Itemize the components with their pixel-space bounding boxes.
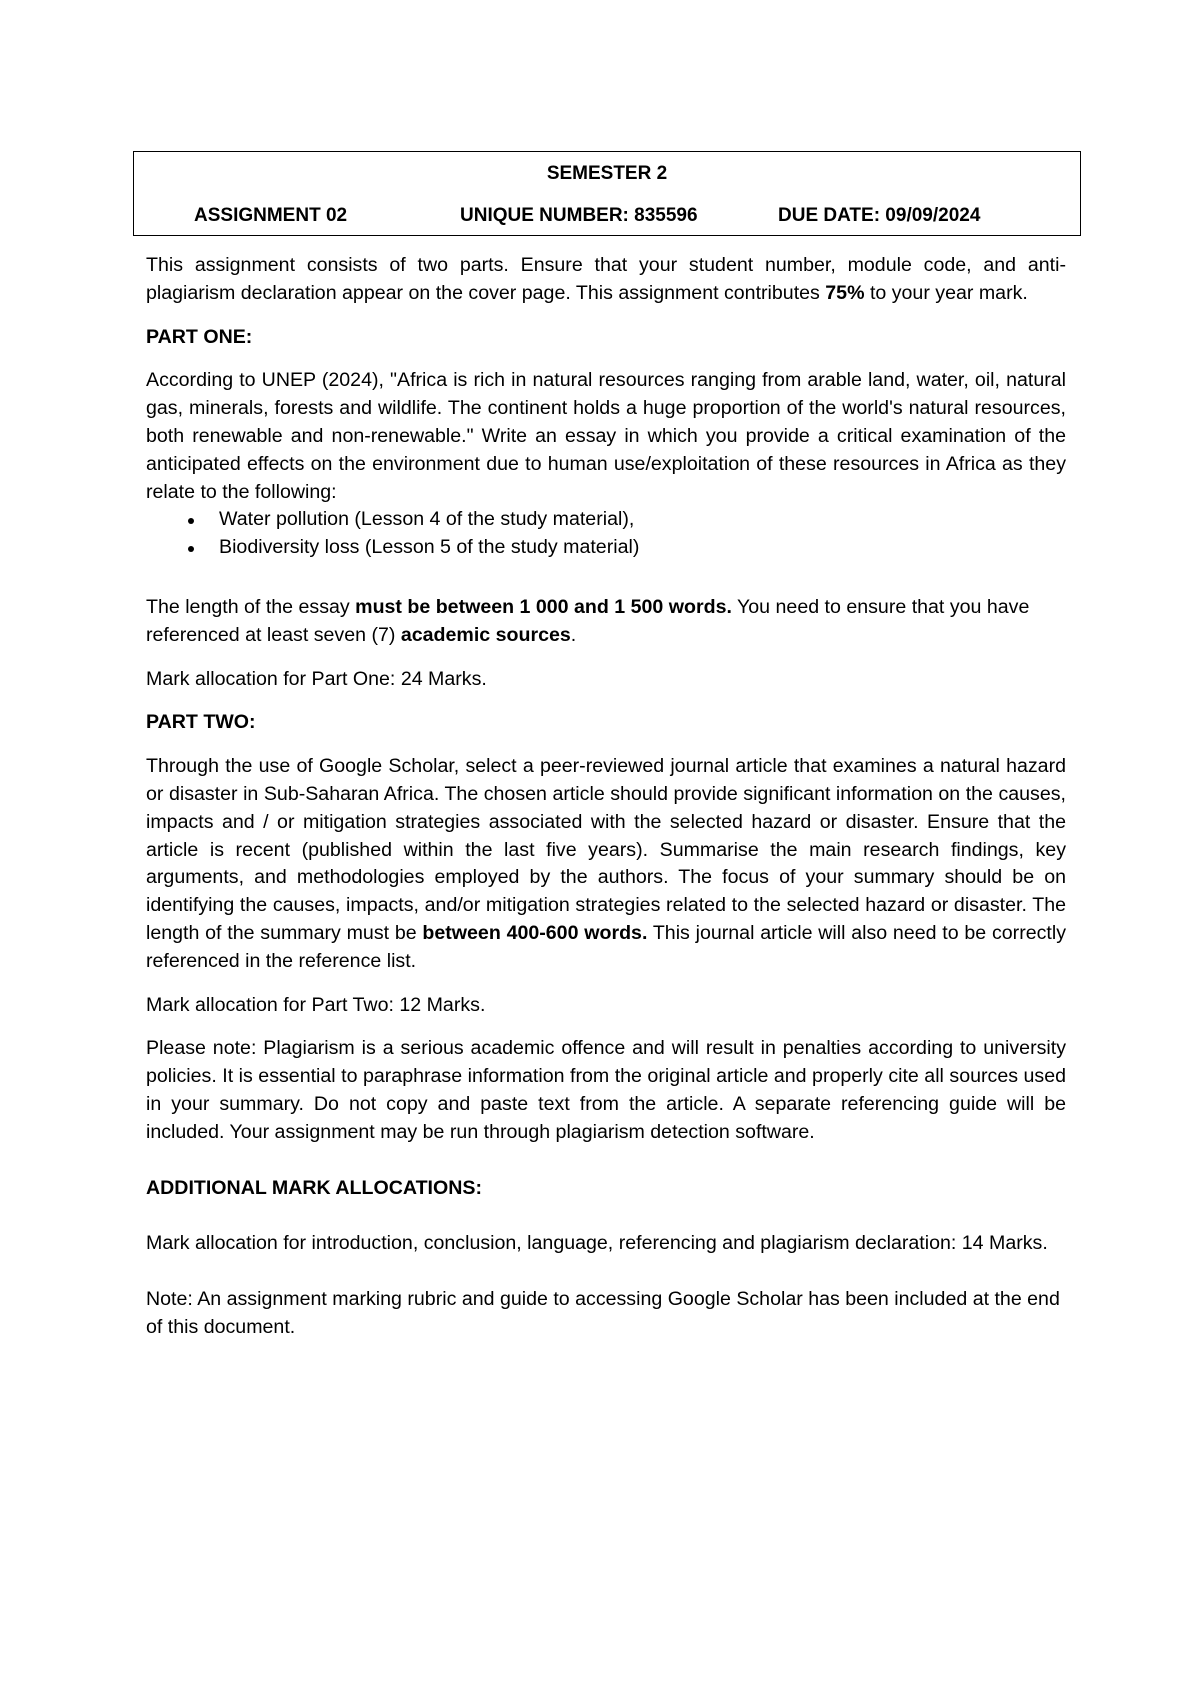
intro-weight: 75% (825, 281, 865, 304)
list-item (146, 506, 1066, 534)
plagiarism-note: Please note: Plagiarism is a serious academic offence and will result in penalties according to university policies. It is essential to paraphrase information from the original article and properly cite all sources used in your summary. Do not copy and paste text from the article. A separate referencing guide will be included. Your assignment may be run through plagiarism detection software. (146, 1037, 1066, 1143)
assignment-header-box (133, 151, 1081, 236)
additional-mark-allocation: Mark allocation for introduction, conclusion, language, referencing and plagiarism declaration: 14 Marks. (146, 1232, 1048, 1255)
part-two-text-end: This journal article will also need to be correctly referenced in the reference list. (146, 921, 1067, 972)
semester-label: SEMESTER 2 (546, 163, 668, 184)
length-text-end: . (570, 623, 577, 646)
length-sources: academic sources (400, 623, 571, 646)
header-info-row (134, 205, 1080, 231)
intro-text-end: to your year mark. (864, 281, 1028, 304)
part-two-heading-text: PART TWO: (146, 711, 256, 734)
part-one-length-requirement (146, 594, 1066, 650)
unique-number: UNIQUE NUMBER: 835596 (460, 205, 698, 226)
bullet-text: Water pollution (Lesson 4 of the study material), (219, 508, 635, 531)
assignment-number: ASSIGNMENT 02 (194, 205, 348, 226)
intro-text: This assignment consists of two parts. Ensure that your student number, module code, and anti-plagiarism declaration appear on the cover page. This assignment contributes (146, 254, 1066, 304)
part-two-heading (146, 709, 1066, 737)
part-two-text: Through the use of Google Scholar, select a peer-reviewed journal article that examines a natural hazard or disaster in Sub-Saharan Africa. The chosen article should provide significant information on the causes, impacts and / or mitigation strategies associated with the selected hazard or disaster. Ensure that the article is recent (published within the last five years). Summarise the main research findings, key arguments, and methodologies employed by the authors. The focus of your summary should be on identifying the causes, impacts, and/or mitigation strategies related to the selected hazard or disaster. The length of the summary must be (146, 755, 1066, 944)
additional-heading (146, 1175, 1066, 1203)
document-body (146, 252, 1066, 1342)
due-date: DUE DATE: 09/09/2024 (778, 205, 981, 226)
intro-paragraph (146, 252, 1066, 308)
part-one-bullet-list (146, 506, 1066, 562)
part-one-prompt: According to UNEP (2024), "Africa is rich in natural resources ranging from arable land, water, oil, natural gas, minerals, forests and wildlife. The continent holds a huge proportion of the world's natural resources, both renewable and non-renewable." Write an essay in which you provide a critical examination of the anticipated effects on the environment due to human use/exploitation of these resources in Africa as they relate to the following: (146, 369, 1066, 503)
part-two-word-range: between 400-600 words. (422, 921, 648, 944)
length-word-range: must be between 1 000 and 1 500 words. (355, 595, 732, 618)
bullet-icon (188, 546, 194, 552)
length-text: The length of the essay (146, 595, 356, 618)
part-one-heading (146, 324, 1066, 352)
list-item (146, 534, 1066, 562)
part-one-heading-text: PART ONE: (146, 325, 253, 348)
additional-heading-text: ADDITIONAL MARK ALLOCATIONS: (146, 1176, 482, 1199)
length-text-mid: You need to ensure that you have referenced at least seven (7) (146, 595, 1030, 646)
part-two-prompt (146, 753, 1066, 975)
bullet-text: Biodiversity loss (Lesson 5 of the study material) (219, 536, 640, 559)
part-one-mark-allocation: Mark allocation for Part One: 24 Marks. (146, 667, 487, 690)
part-two-mark-allocation: Mark allocation for Part Two: 12 Marks. (146, 993, 486, 1016)
bullet-icon (188, 518, 194, 524)
rubric-note: Note: An assignment marking rubric and guide to accessing Google Scholar has been included at the end of this document. (146, 1288, 1060, 1338)
